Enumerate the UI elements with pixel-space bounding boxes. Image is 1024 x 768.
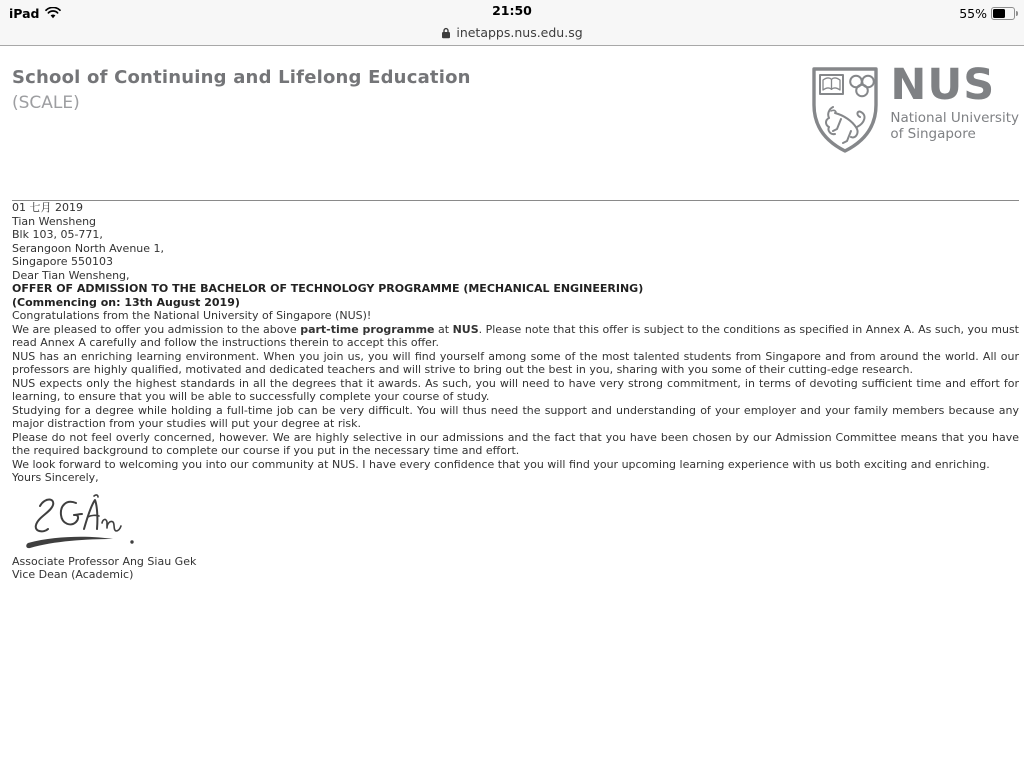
recipient-address	[12, 228, 1019, 269]
url-text: inetapps.nus.edu.sg	[456, 25, 583, 40]
logo-subtitle-line2: of Singapore	[890, 126, 976, 142]
letterhead	[12, 60, 1019, 155]
letter-body	[12, 201, 1019, 582]
status-bar	[0, 0, 1024, 46]
paragraph-fulltime-job: Studying for a degree while holding a full-time job can be very difficult. You will thus need the support and understanding of your employer and your family members because any major distraction from your studies will put your degree at risk.	[12, 403, 1019, 430]
school-abbreviation: (SCALE)	[12, 93, 80, 113]
signature	[18, 493, 142, 555]
logo-wordmark	[890, 60, 1019, 142]
address-line: Singapore 550103	[12, 255, 113, 268]
address-line: Serangoon North Avenue 1,	[12, 241, 165, 255]
nus-crest-icon	[809, 65, 881, 155]
subject-line-2: (Commencing on: 13th August 2019)	[12, 295, 240, 309]
subject-heading	[12, 282, 1019, 309]
school-block	[12, 67, 471, 113]
battery-icon	[991, 7, 1015, 20]
signatory-title: Vice Dean (Academic)	[12, 568, 134, 581]
nus-logo	[809, 60, 1019, 155]
paragraph-environment: NUS has an enriching learning environment. When you join us, you will find yourself among some of the most talented students from Singapore and from around the world. All our professors are highly qualified, motivated and dedicated teachers and will strive to bring out the best in you, sharing with you some of their cutting-edge research.	[12, 349, 1019, 376]
paragraph-selective: Please do not feel overly concerned, however. We are highly selective in our admissions and the fact that you have been chosen by our Admission Committee means that you have the required background to complete our course if you put in the necessary time and effort.	[12, 430, 1019, 457]
offer-letter-page	[0, 60, 1024, 582]
paragraph-standards: NUS expects only the highest standards in all the degrees that it awards. As such, you will need to have very strong commitment, in terms of devoting sufficient time and effort for learning, to ensure that you will be able to successfully complete your course of study.	[12, 376, 1019, 403]
signatory-name: Associate Professor Ang Siau Gek	[12, 554, 197, 568]
school-name: School of Continuing and Lifelong Education	[12, 67, 471, 88]
wifi-icon	[45, 7, 61, 19]
signatory-block	[12, 555, 1019, 582]
letter-date: 01 七月 2019	[12, 201, 83, 214]
url-bar[interactable]	[0, 23, 1024, 45]
congratulations-line: Congratulations from the National University of Singapore (NUS)!	[12, 309, 372, 322]
paragraph-offer: We are pleased to offer you admission to the above part-time programme at NUS. Please note that this offer is subject to the conditions as specified in Annex A. As such, you must read Annex A carefully and follow the instructions therein to accept this offer.	[12, 322, 1019, 349]
device-label: iPad	[9, 5, 40, 21]
subject-line-1: OFFER OF ADMISSION TO THE BACHELOR OF TECHNOLOGY PROGRAMME (MECHANICAL ENGINEERING)	[12, 282, 644, 295]
recipient-name: Tian Wensheng	[12, 214, 97, 228]
logo-acronym: NUS	[890, 60, 996, 110]
paragraph-welcome: We look forward to welcoming you into our community at NUS. I have every confidence that you will find your upcoming learning experience with us both exciting and enriching.	[12, 457, 990, 471]
clock: 21:50	[492, 3, 532, 18]
closing-line: Yours Sincerely,	[12, 471, 99, 484]
logo-subtitle-line1: National University	[890, 110, 1019, 126]
address-line: Blk 103, 05-771,	[12, 228, 103, 241]
lock-icon	[441, 27, 451, 39]
salutation: Dear Tian Wensheng,	[12, 268, 130, 282]
status-row	[0, 0, 1024, 23]
battery-percent: 55%	[959, 5, 987, 21]
